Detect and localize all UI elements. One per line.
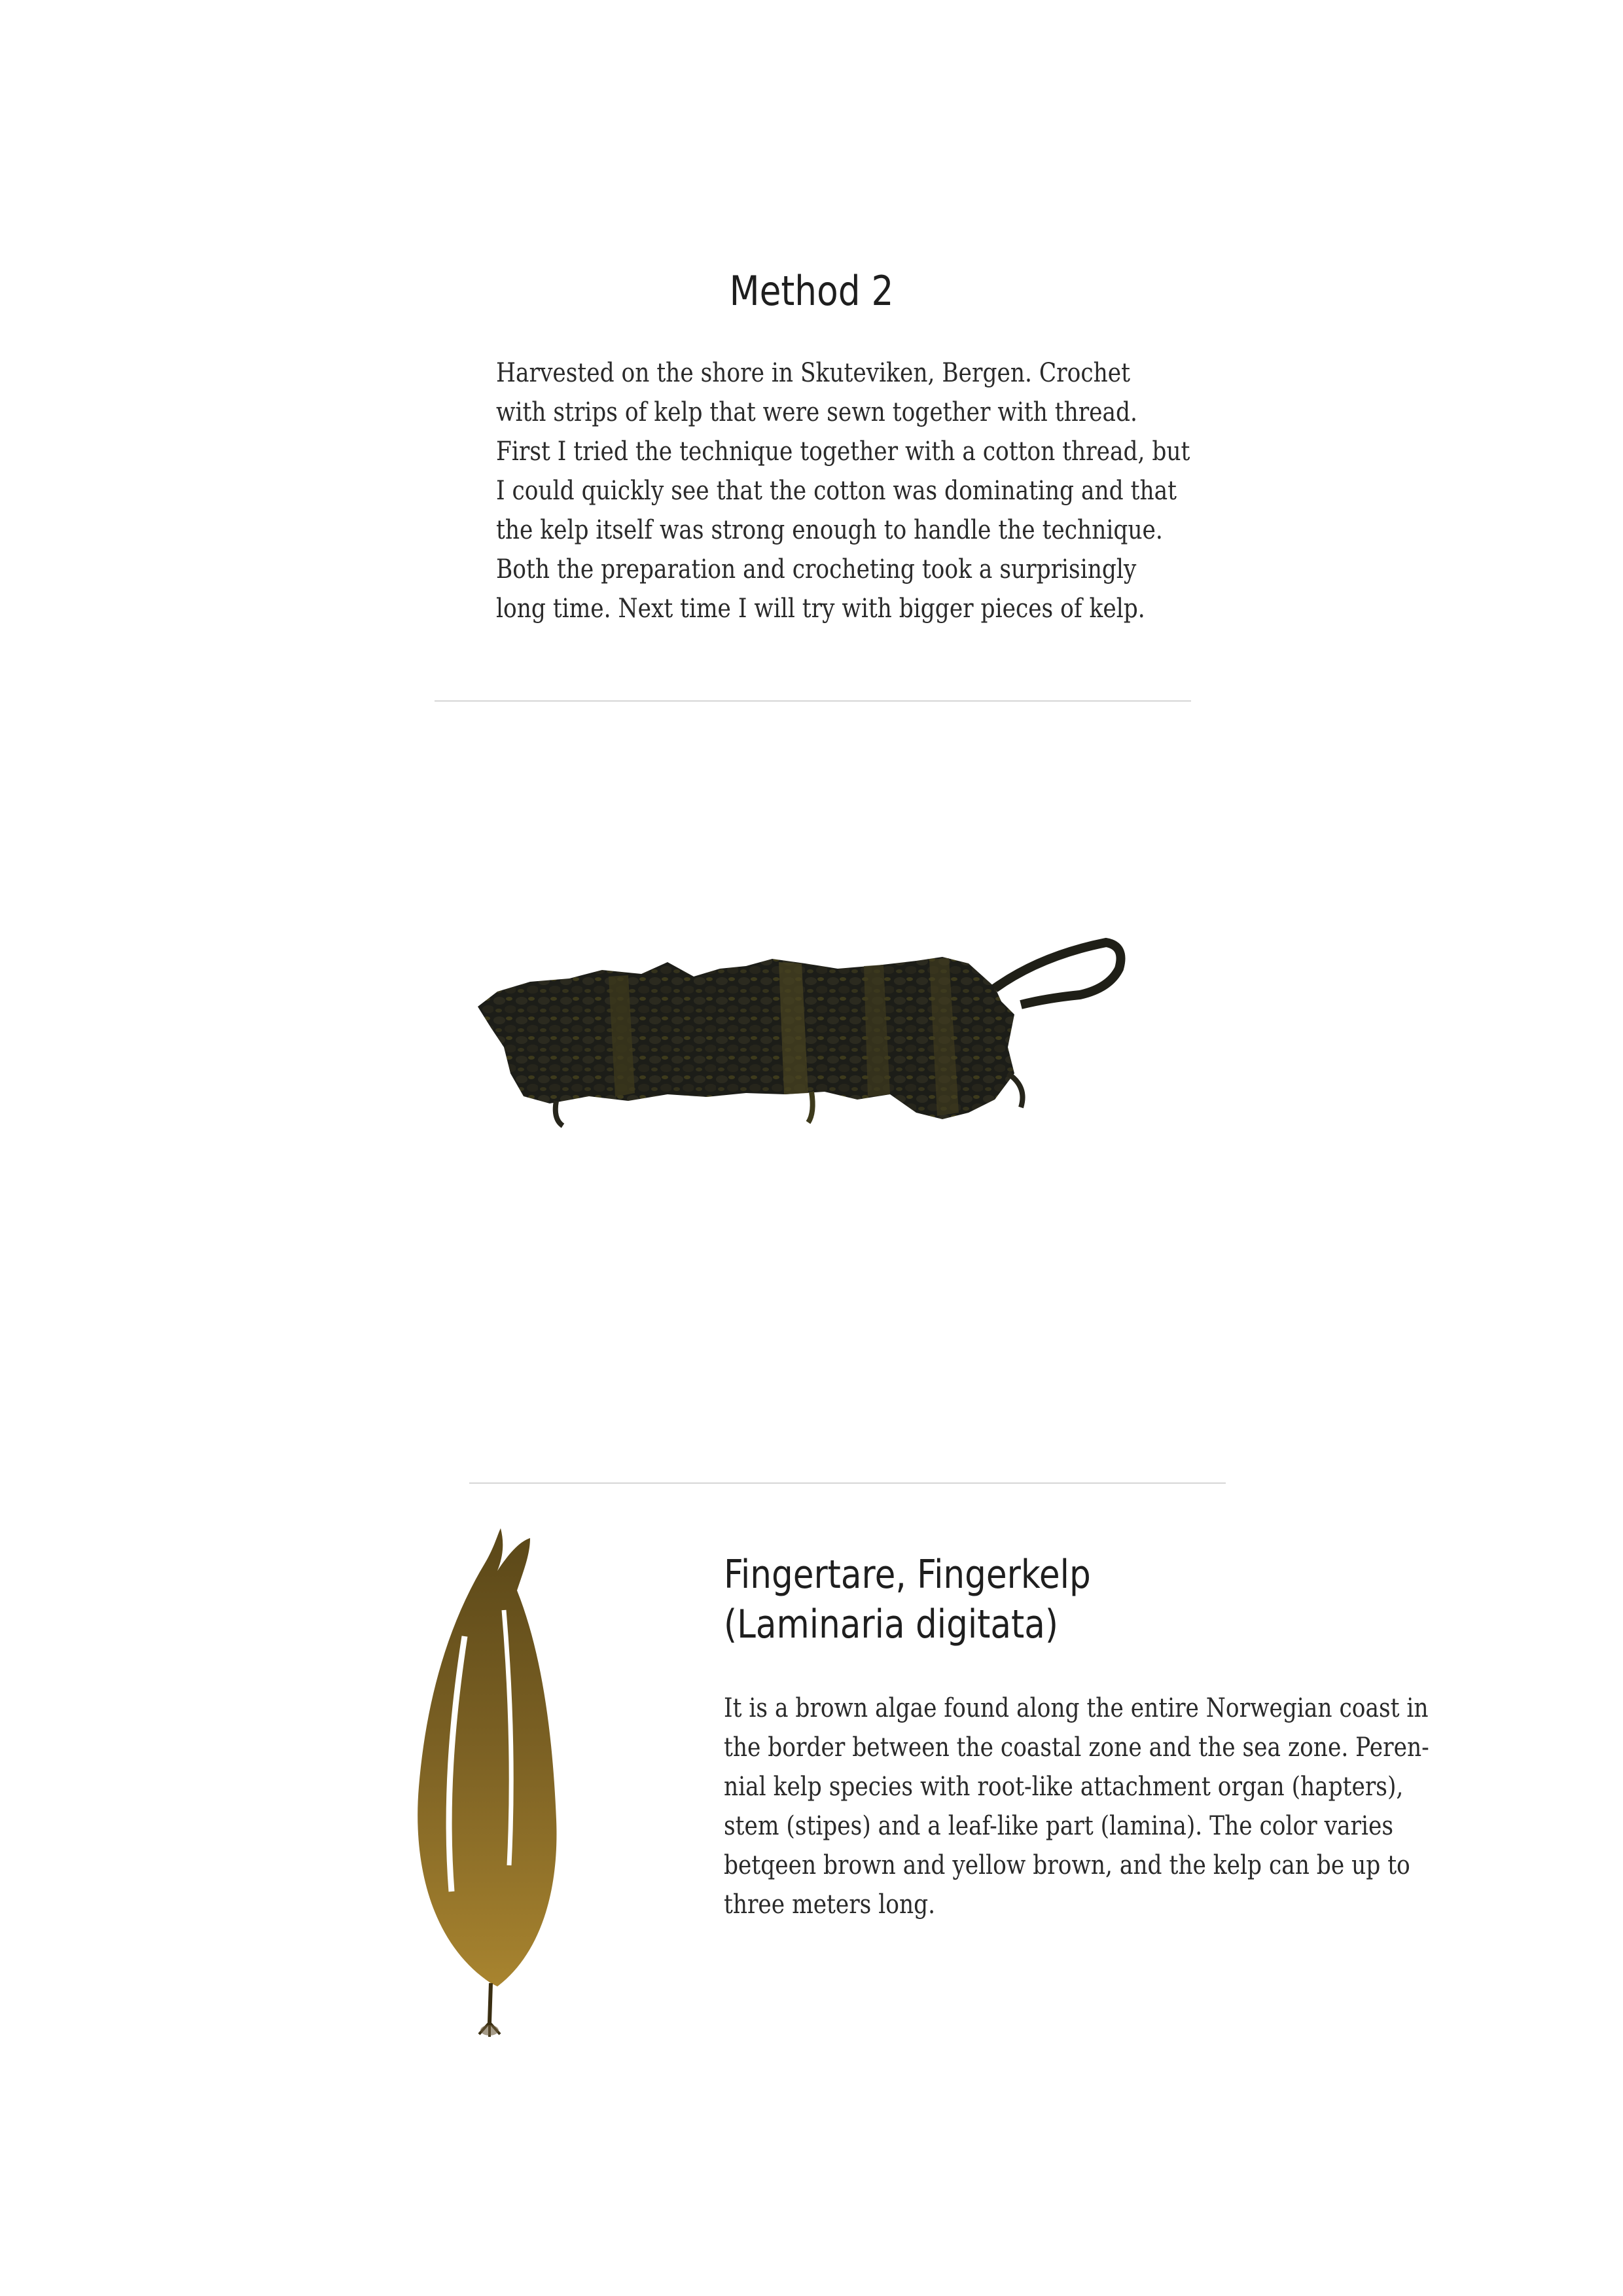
method-line: Both the preparation and crocheting took a surprisingly [496, 554, 1137, 584]
laminaria-digitata-kelp-image [406, 1525, 576, 2042]
species-line: stem (stipes) and a leaf-like part (lamina). The color varies [724, 1811, 1393, 1841]
method-line: long time. Next time I will try with bigger pieces of kelp. [496, 594, 1145, 624]
species-line: It is a brown algae found along the entire Norwegian coast in [724, 1693, 1429, 1723]
method-line: Harvested on the shore in Skuteviken, Bergen. Crochet [496, 358, 1130, 388]
kelp-holdfast [479, 2022, 500, 2037]
crochet-kelp-sample-image [471, 916, 1165, 1204]
loose-strand [556, 1101, 563, 1126]
section-divider [469, 1482, 1226, 1484]
method-title: Method 2 [729, 267, 894, 315]
method-line: First I tried the technique together with a cotton thread, but [496, 437, 1190, 467]
species-description [724, 1689, 1429, 1924]
kelp-lamina [418, 1528, 556, 1986]
loose-strand [808, 1092, 813, 1122]
section-divider [435, 700, 1191, 702]
kelp-loop [995, 942, 1121, 1005]
species-title [724, 1550, 1091, 1649]
method-line: with strips of kelp that were sewn together with thread. [496, 397, 1137, 427]
species-common-name: Fingertare, Fingerkelp [724, 1552, 1091, 1598]
method-line: the kelp itself was strong enough to handle the technique. [496, 515, 1163, 545]
species-line: three meters long. [724, 1890, 936, 1920]
method-line: I could quickly see that the cotton was dominating and that [496, 476, 1177, 506]
method-description [496, 353, 1190, 628]
species-latin-name: (Laminaria digitata) [724, 1602, 1059, 1647]
species-line: the border between the coastal zone and the sea zone. Peren- [724, 1732, 1429, 1763]
species-line: betqeen brown and yellow brown, and the kelp can be up to [724, 1850, 1410, 1880]
species-line: nial kelp species with root-like attachment organ (hapters), [724, 1772, 1404, 1802]
kelp-stipe [490, 1983, 491, 2022]
